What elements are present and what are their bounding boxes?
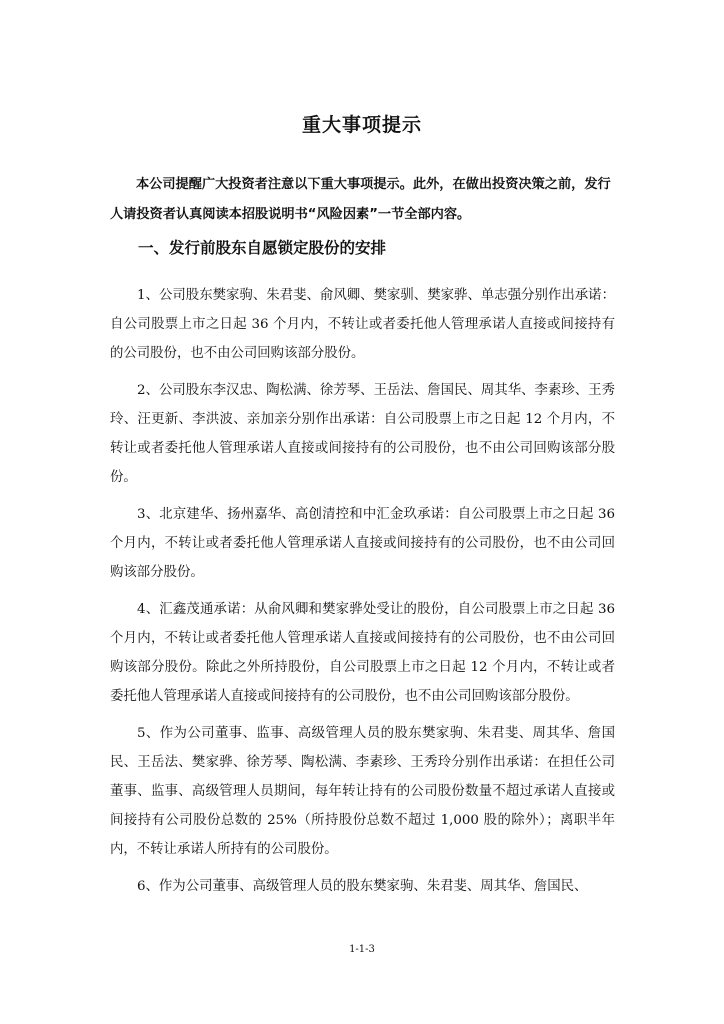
section-heading: 一、发行前股东自愿锁定股份的安排	[138, 239, 387, 257]
body-paragraphs	[110, 281, 615, 909]
page-number: 1-1-3	[349, 944, 375, 955]
paragraph-5: 5、作为公司董事、监事、高级管理人员的股东樊家驹、朱君斐、周其华、詹国民、王岳法、樊家骅、徐芳琴、陶松满、李素珍、王秀玲分别作出承诺：在担任公司董事、监事、高级管理人员期间，每年转让持有的公司股份数量不超过承诺人直接或间接持有公司股份总数的 25%（所持股份总数不超过 1,000 股的除外）；离职半年内，不转让承诺人所持有的公司股份。	[110, 726, 615, 857]
paragraph-2: 2、公司股东李汉忠、陶松满、徐芳琴、王岳法、詹国民、周其华、李素珍、王秀玲、汪更新、李洪波、亲加亲分别作出承诺：自公司股票上市之日起 12 个月内，不转让或者委托他人管理承诺人直接或间接持有的公司股份，也不由公司回购该部分股份。	[110, 383, 615, 485]
intro-paragraph: 本公司提醒广大投资者注意以下重大事项提示。此外，在做出投资决策之前，发行人请投资者认真阅读本招股说明书“风险因素”一节全部内容。	[110, 177, 611, 222]
paragraph-1: 1、公司股东樊家驹、朱君斐、俞风卿、樊家驯、樊家骅、单志强分别作出承诺：自公司股票上市之日起 36 个月内，不转让或者委托他人管理承诺人直接或间接持有的公司股份，也不由公司回购该部分股份。	[110, 288, 615, 361]
paragraph-6: 6、作为公司董事、高级管理人员的股东樊家驹、朱君斐、周其华、詹国民、	[137, 879, 588, 894]
paragraph-3: 3、北京建华、扬州嘉华、高创清控和中汇金玖承诺：自公司股票上市之日起 36 个月内，不转让或者委托他人管理承诺人直接或间接持有的公司股份，也不由公司回购该部分股份。	[110, 507, 615, 580]
page-title: 重大事项提示	[301, 114, 422, 136]
paragraph-4: 4、汇鑫茂通承诺：从俞风卿和樊家骅处受让的股份，自公司股票上市之日起 36 个月内，不转让或者委托他人管理承诺人直接或间接持有的公司股份，也不由公司回购该部分股份。除此之外所持股份，自公司股票上市之日起 12 个月内，不转让或者委托他人管理承诺人直接或间接持有的公司股份，也不由公司回购该部分股份。	[110, 602, 615, 704]
